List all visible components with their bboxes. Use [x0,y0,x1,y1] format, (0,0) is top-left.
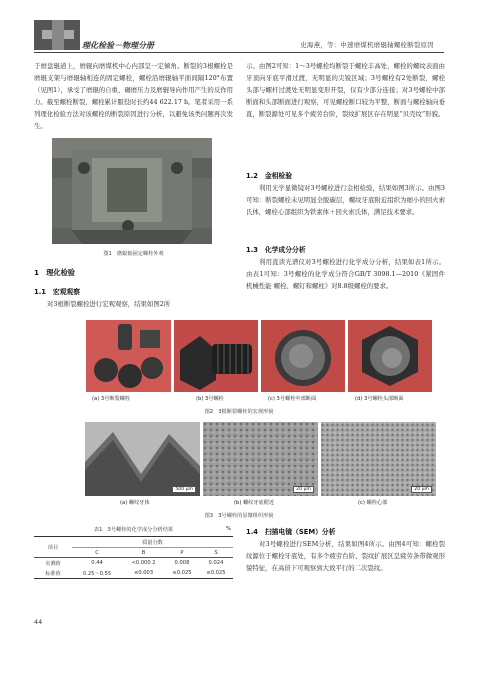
section-1-2-heading: 1.2 金相检验 [246,172,293,180]
fig3a-label: (a) 螺纹牙体 [120,500,150,506]
journal-logo [34,20,80,50]
fig3b-photo [203,422,318,496]
fig2d-photo [348,320,432,392]
table1 [34,536,233,579]
fig3b-scale-bar: 20 μm [293,486,314,493]
left-para-2: 对3根断裂螺栓进行宏观观察，结果如图2所 [47,300,171,308]
table1-cell: 0.25～0.55 [82,570,112,577]
left-para-1: 于磨盘辊道上，磨辊向磨煤机中心内部呈一定倾角。断裂的3根螺栓是磨辊支架与磨辊轴相连的固定螺栓，螺栓沿磨辊轴平面间隔120°布置（见图1），承受了磨辊的自重、碾磨压力及磨辊导向作用产生的反作用力。截至螺栓断裂，螺栓累计服役时长约44 622.17 h。笔者采用一系列理化检验方法对该螺栓的断裂原因进行分析，以避免该类问题再次发生。 [34,62,233,131]
fig3a-scale-bar: 500 μm [172,486,196,493]
fig1-photo [52,138,212,244]
fig2c-label: (c) 3号螺栓中部断面 [268,396,317,402]
table1-cell: <0.000 2 [131,560,156,566]
table1-col-s: S [214,549,218,556]
journal-title: 理化检验－物理分册 [82,41,154,50]
fig2a-photo [86,320,171,392]
table1-row-label: 实测值 [45,560,61,567]
table1-col-b: B [141,549,146,556]
section-1-4-heading: 1.4 扫描电镜（SEM）分析 [246,528,336,536]
right-para-2: 利用光学显微镜对3号螺栓进行金相检验，结果如图3所示。由图3可知：断裂螺栓未见明显全脱碳层，螺纹牙底附近组织为细小的回火索氏体，螺栓心部组织为铁素体＋回火索氏体，满足技术要求。 [246,184,445,217]
table1-cell: 0.008 [174,560,190,566]
table1-cell: ≤0.025 [206,570,226,576]
fig3b-label: (b) 螺纹牙底附近 [234,500,275,506]
table-row [34,558,233,569]
table1-row-label: 标准值 [45,570,61,577]
fig3c-photo [321,422,436,496]
table1-cell: 0.024 [208,560,224,566]
page-number: 44 [34,618,43,626]
table1-cell: ≤0.003 [133,570,154,576]
right-para-1: 示。由图2可知：1～3号螺栓均断裂于螺栓丰高处，螺栓的螺纹表面由牙顶向牙底平滑过渡，无明显的尖锐区域；3号螺栓有2处断裂，螺栓头部与螺杆过渡处无明显变形开裂，仅有少部分连接；对3号螺栓中部断面和头部断面进行观察，可见螺栓断口较为平整，断面与螺栓轴向垂直，断裂源处可见多个疲劳台阶，裂纹扩展区存在明显“贝壳纹”形貌。 [246,62,445,119]
fig3-caption: 图3 3号螺栓的显微组织形貌 [204,513,274,519]
table1-header-item: 项目 [34,537,72,558]
section-1-3-heading: 1.3 化学成分分析 [246,246,306,254]
fig1-caption: 图1 磨辊轴固定螺栓外观 [103,251,164,257]
fig2-caption: 图2 3根断裂螺栓的宏观形貌 [204,409,274,415]
section-1-1-heading: 1.1 宏观观察 [34,288,81,296]
table-row [34,568,233,579]
fig2b-photo [174,320,258,392]
fig3c-label: (c) 螺栓心部 [358,500,388,506]
fig3c-scale-bar: 20 μm [411,486,432,493]
table1-col-c: C [95,549,99,556]
fig2d-label: (d) 3号螺栓头部断面 [355,396,404,402]
fig3a-photo [85,422,200,496]
fig2c-photo [261,320,345,392]
right-para-4: 对3号螺栓进行SEM分析，结果如图4所示。由图4可知：螺栓裂纹源位于螺栓牙底处，有多个疲劳台阶，裂纹扩展区呈疲劳条带微观形貌特征，在高倍下可观察到大致平行的二次裂纹。 [246,540,445,573]
table1-cell: 0.44 [91,560,103,566]
table1-cell: ≤0.025 [172,570,192,576]
fig2b-label: (b) 3号螺栓 [196,396,224,402]
table1-header-group: 质量分数 [72,537,233,548]
right-para-3: 利用直读光谱仪对3号螺栓进行化学成分分析，结果如表1所示。由表1可知：3号螺栓的化学成分符合GB/T 3098.1—2010《紧固件机械性能 螺栓、螺钉和螺柱》对8.8级螺栓的要求。 [246,258,445,291]
table1-unit: % [226,526,231,532]
table1-caption: 表1 3号螺栓的化学成分分析结果 [93,527,174,533]
running-head: 史海燕，等：中速磨煤机磨辊轴螺栓断裂原因 [300,41,434,49]
table1-col-p: P [180,549,184,556]
header-rule [34,52,444,53]
fig2a-label: (a) 3号断裂螺栓 [92,396,131,402]
section-1-heading: 1 理化检验 [34,268,75,277]
